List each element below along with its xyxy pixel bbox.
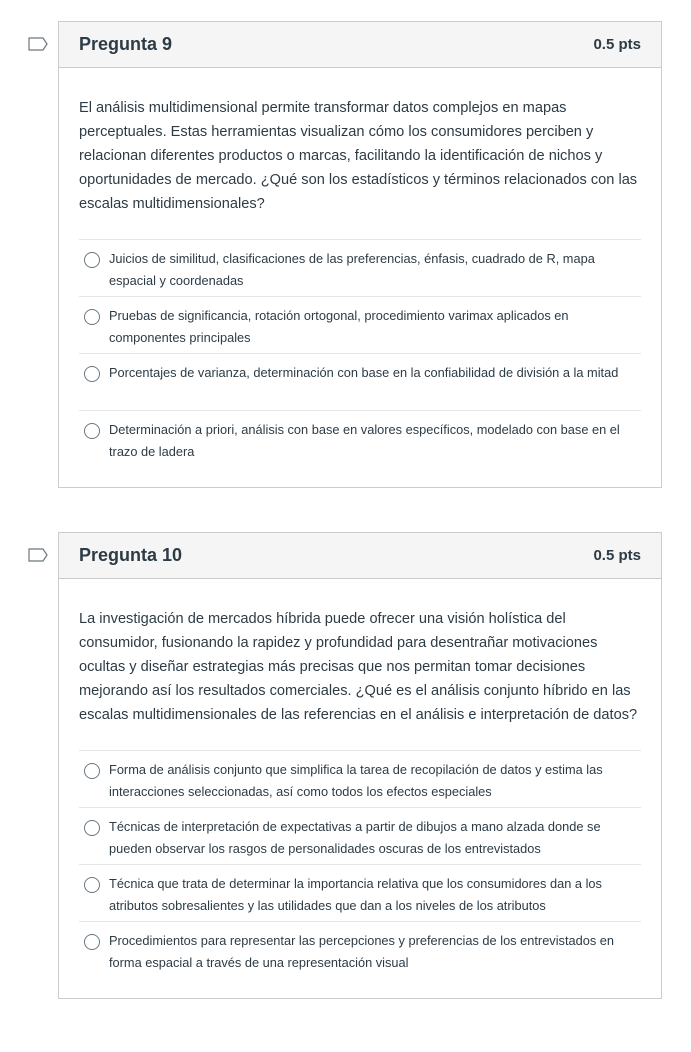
question-text: El análisis multidimensional permite transformar datos complejos en mapas perceptuales. Estas herramientas visualizan cómo los consumidores perciben y relacionan diferentes productos o marcas, facilitando la identificación de nichos y oportunidades de mercado. ¿Qué son los estadísticos y términos relacionados con las escalas multidimensionales? — [79, 100, 638, 212]
answer-label[interactable]: Técnicas de interpretación de expectativas a partir de dibujos a mano alzada donde se pueden observar los rasgos de personalidades oscuras de los entrevistados — [109, 819, 601, 856]
answer-option[interactable] — [79, 750, 641, 807]
radio-button[interactable] — [84, 252, 100, 268]
answer-label[interactable]: Forma de análisis conjunto que simplifica la tarea de recopilación de datos y estima las interacciones seleccionadas, así como todos los efectos especiales — [109, 762, 603, 799]
answer-option[interactable] — [79, 921, 641, 978]
radio-button[interactable] — [84, 763, 100, 779]
flag-question-icon[interactable] — [28, 548, 48, 562]
answer-label[interactable]: Porcentajes de varianza, determinación con base en la confiabilidad de división a la mitad — [109, 365, 619, 380]
question-points: 0.5 pts — [593, 36, 641, 53]
answer-option[interactable] — [79, 353, 641, 410]
question-header — [59, 533, 661, 579]
answer-label[interactable]: Técnica que trata de determinar la importancia relativa que los consumidores dan a los atributos sobresalientes y las utilidades que dan a los niveles de los atributos — [109, 876, 602, 913]
answer-label[interactable]: Pruebas de significancia, rotación ortogonal, procedimiento varimax aplicados en componentes principales — [109, 308, 569, 345]
answer-option[interactable] — [79, 296, 641, 353]
answer-label[interactable]: Juicios de similitud, clasificaciones de las preferencias, énfasis, cuadrado de R, mapa espacial y coordenadas — [109, 251, 595, 288]
question-title: Pregunta 9 — [79, 34, 173, 54]
radio-button[interactable] — [84, 877, 100, 893]
question-points: 0.5 pts — [593, 547, 641, 564]
answer-option[interactable] — [79, 239, 641, 296]
answer-label[interactable]: Procedimientos para representar las percepciones y preferencias de los entrevistados en forma espacial a través de una representación visual — [109, 933, 615, 970]
answer-label[interactable]: Determinación a priori, análisis con base en valores específicos, modelado con base en el trazo de ladera — [109, 422, 620, 459]
answer-option[interactable] — [79, 864, 641, 921]
radio-button[interactable] — [84, 820, 100, 836]
radio-button[interactable] — [84, 934, 100, 950]
question-title: Pregunta 10 — [79, 545, 183, 565]
answer-option[interactable] — [79, 807, 641, 864]
question-header — [59, 22, 661, 68]
radio-button[interactable] — [84, 309, 100, 325]
radio-button[interactable] — [84, 423, 100, 439]
answer-option[interactable] — [79, 410, 641, 467]
flag-question-icon[interactable] — [28, 37, 48, 51]
question-text: La investigación de mercados híbrida puede ofrecer una visión holística del consumidor, fusionando la rapidez y profundidad para desentrañar motivaciones ocultas y diseñar estrategias más precisas que nos permitan tomar decisiones mejorando así los resultados comerciales. ¿Qué es el análisis conjunto híbrido en las escalas multidimensionales de las referencias en el análisis e interpretación de datos? — [79, 611, 638, 723]
radio-button[interactable] — [84, 366, 100, 382]
